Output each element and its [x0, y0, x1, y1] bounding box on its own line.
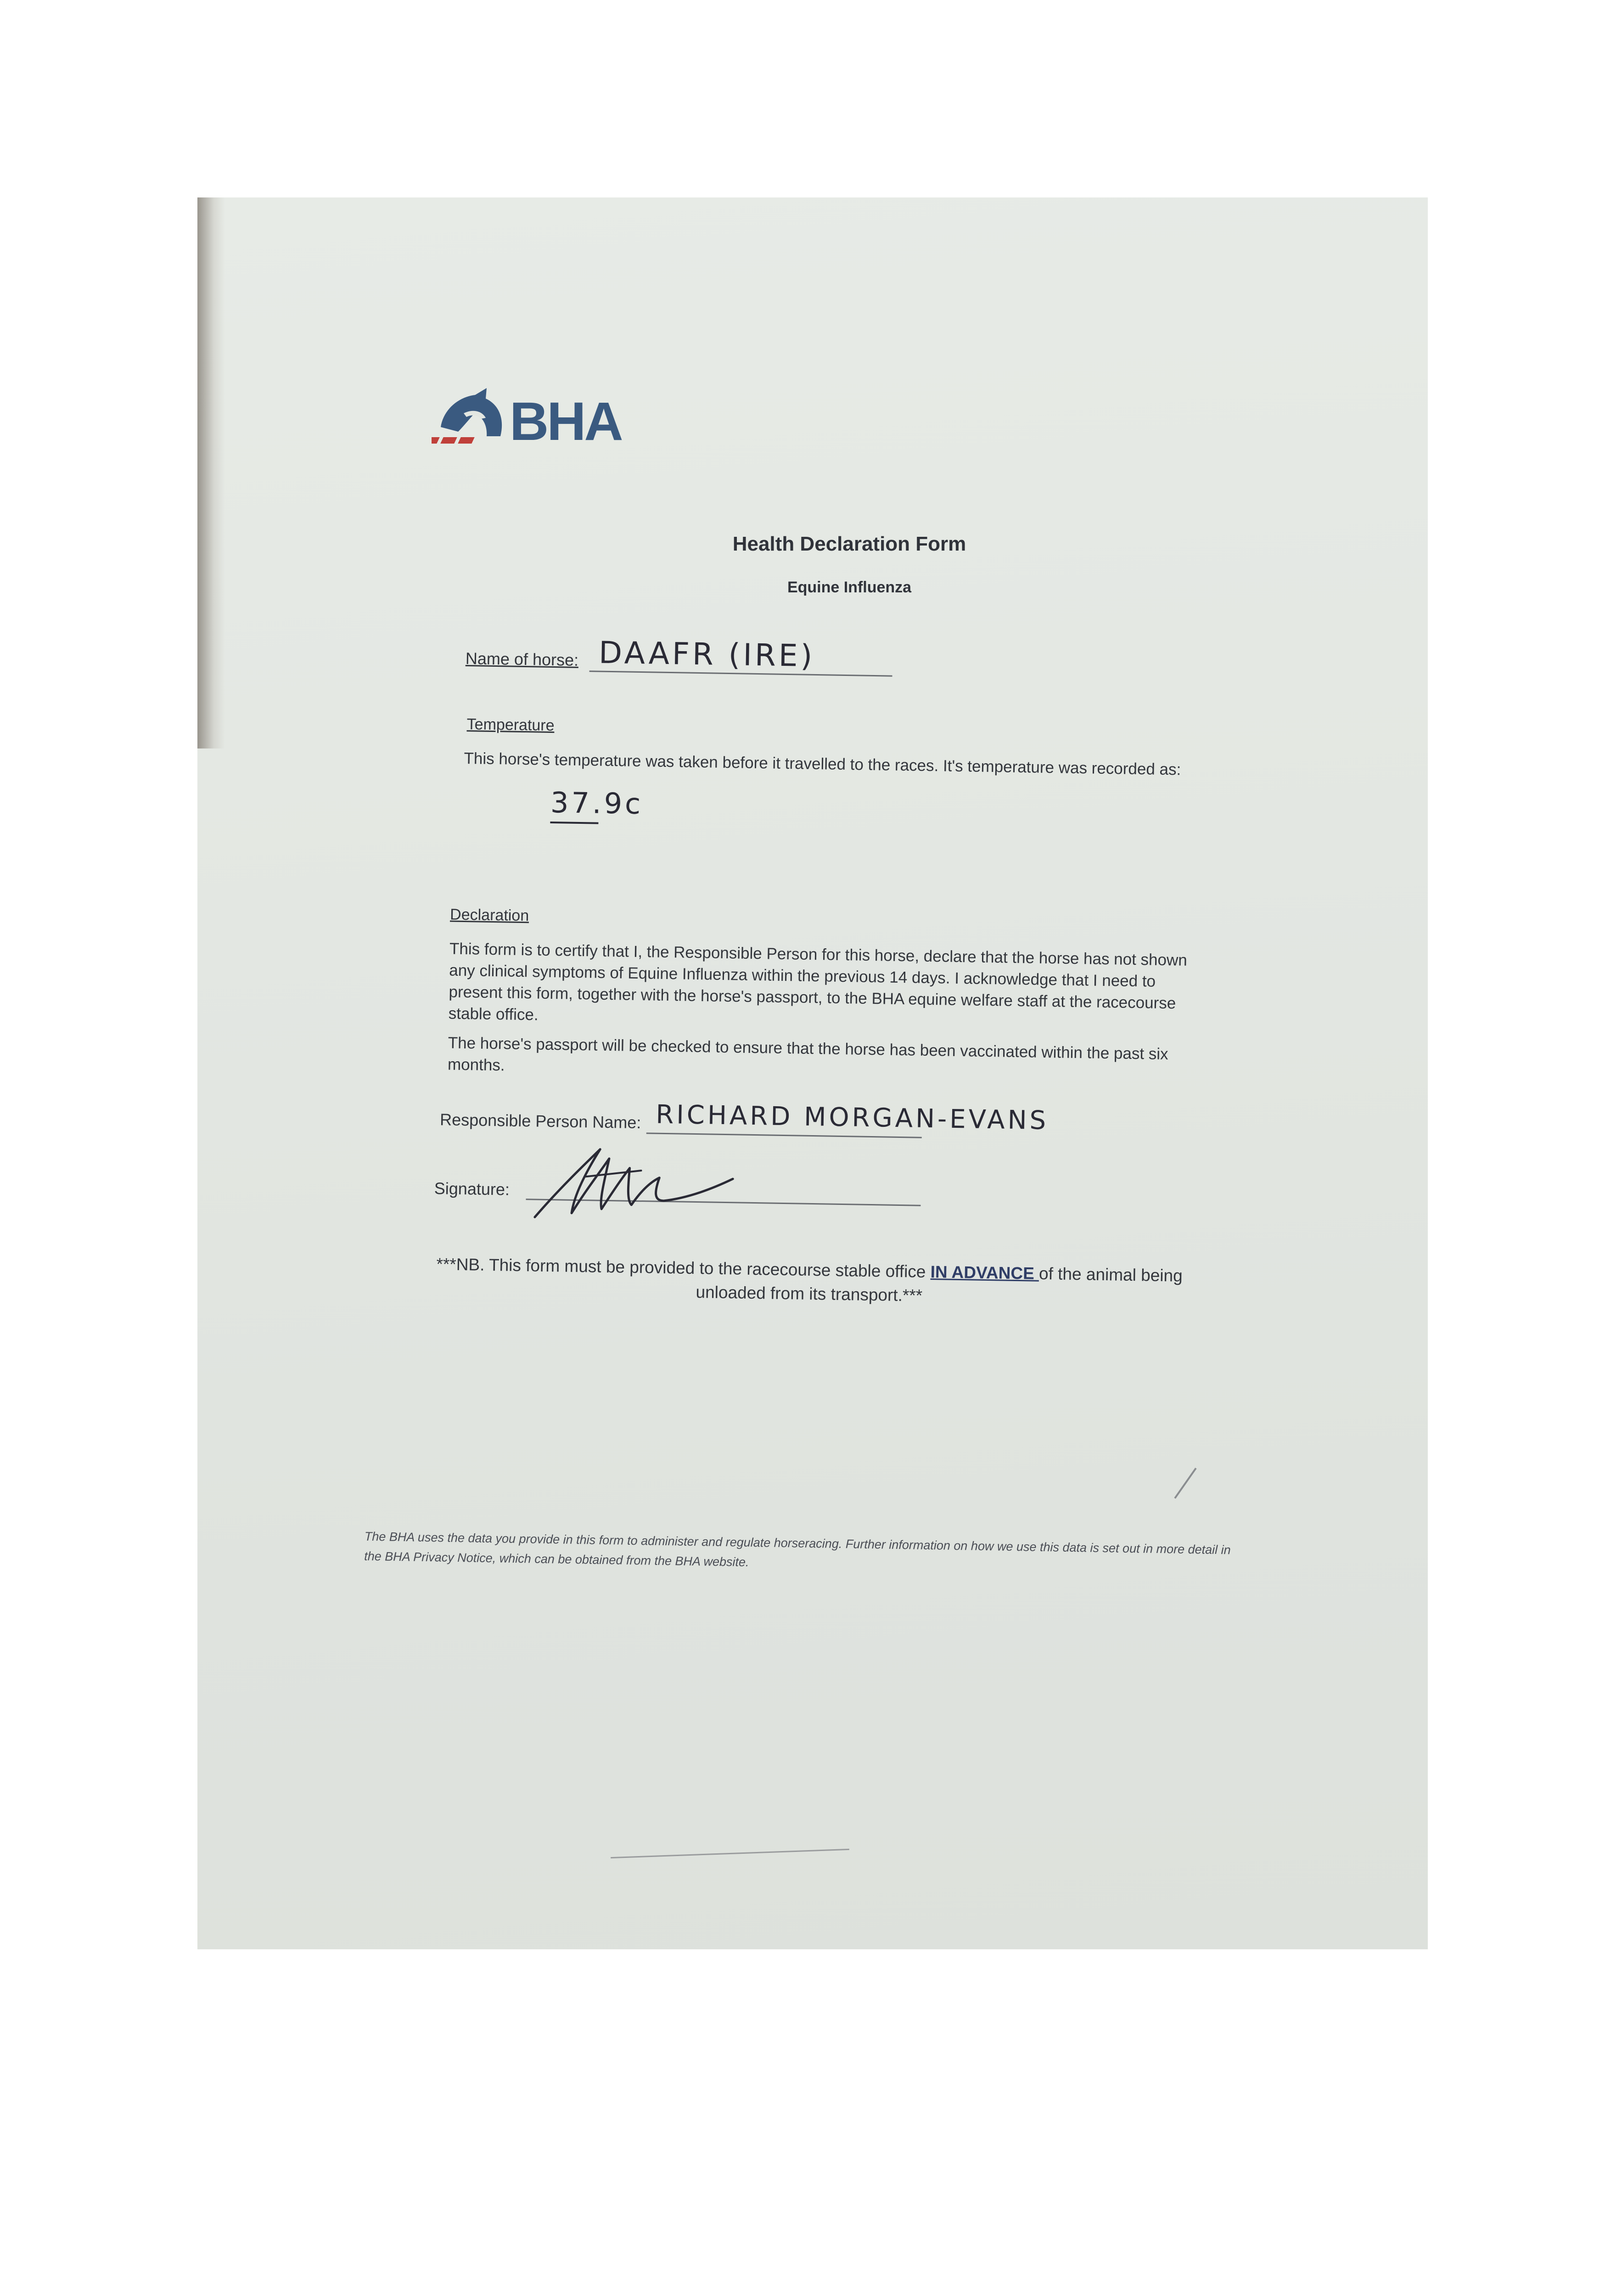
- responsible-person-value: RICHARD MORGAN-EVANS: [655, 1099, 1049, 1136]
- advance-notice-after: of the animal being unloaded from its transport.***: [696, 1264, 1183, 1305]
- temperature-text: This horse's temperature was taken before it travelled to the races. It's temperature was recorded as:: [464, 749, 1181, 779]
- form-subtitle: Equine Influenza: [787, 579, 912, 596]
- temperature-value: 37.9c: [550, 785, 644, 821]
- document-photo: [197, 197, 1428, 1949]
- horse-name-label: Name of horse:: [465, 649, 579, 670]
- signature-label: Signature:: [434, 1179, 510, 1199]
- advance-notice-before: ***NB. This form must be provided to the racecourse stable office: [436, 1255, 931, 1282]
- responsible-person-label: Responsible Person Name:: [439, 1110, 641, 1132]
- horse-name-value: DAAFR (IRE): [598, 635, 815, 674]
- responsible-person-line: [646, 1132, 922, 1138]
- form-sheet: [197, 197, 1428, 1949]
- privacy-footer: The BHA uses the data you provide in this form to administer and regulate horseracing. Further information on how we use this data is set out in more detail in the BHA Privacy Notice, which can be obtained from the BHA website.: [364, 1529, 1231, 1569]
- logo-text: BHA: [510, 391, 622, 452]
- form-body: [197, 197, 1428, 1949]
- advance-notice-emphasis: IN ADVANCE: [930, 1262, 1039, 1283]
- declaration-heading: Declaration: [449, 906, 529, 925]
- temperature-heading: Temperature: [466, 715, 555, 735]
- advance-notice: [432, 1252, 1186, 1312]
- form-title: Health Declaration Form: [732, 533, 966, 555]
- declaration-paragraph-2: The horse's passport will be checked to ensure that the horse has been vaccinated within the past six months.: [447, 1034, 1168, 1075]
- declaration-paragraph-1: This form is to certify that I, the Responsible Person for this horse, declare that the horse has not shown any clinical symptoms of Equine Influenza within the previous 14 days. I acknowledge that I need to present this form, together with the horse's passport, to the BHA equine welfare staff at the racecourse stable office.: [448, 940, 1188, 1024]
- temperature-underline: [550, 822, 598, 824]
- handwritten-signature: [530, 1139, 743, 1225]
